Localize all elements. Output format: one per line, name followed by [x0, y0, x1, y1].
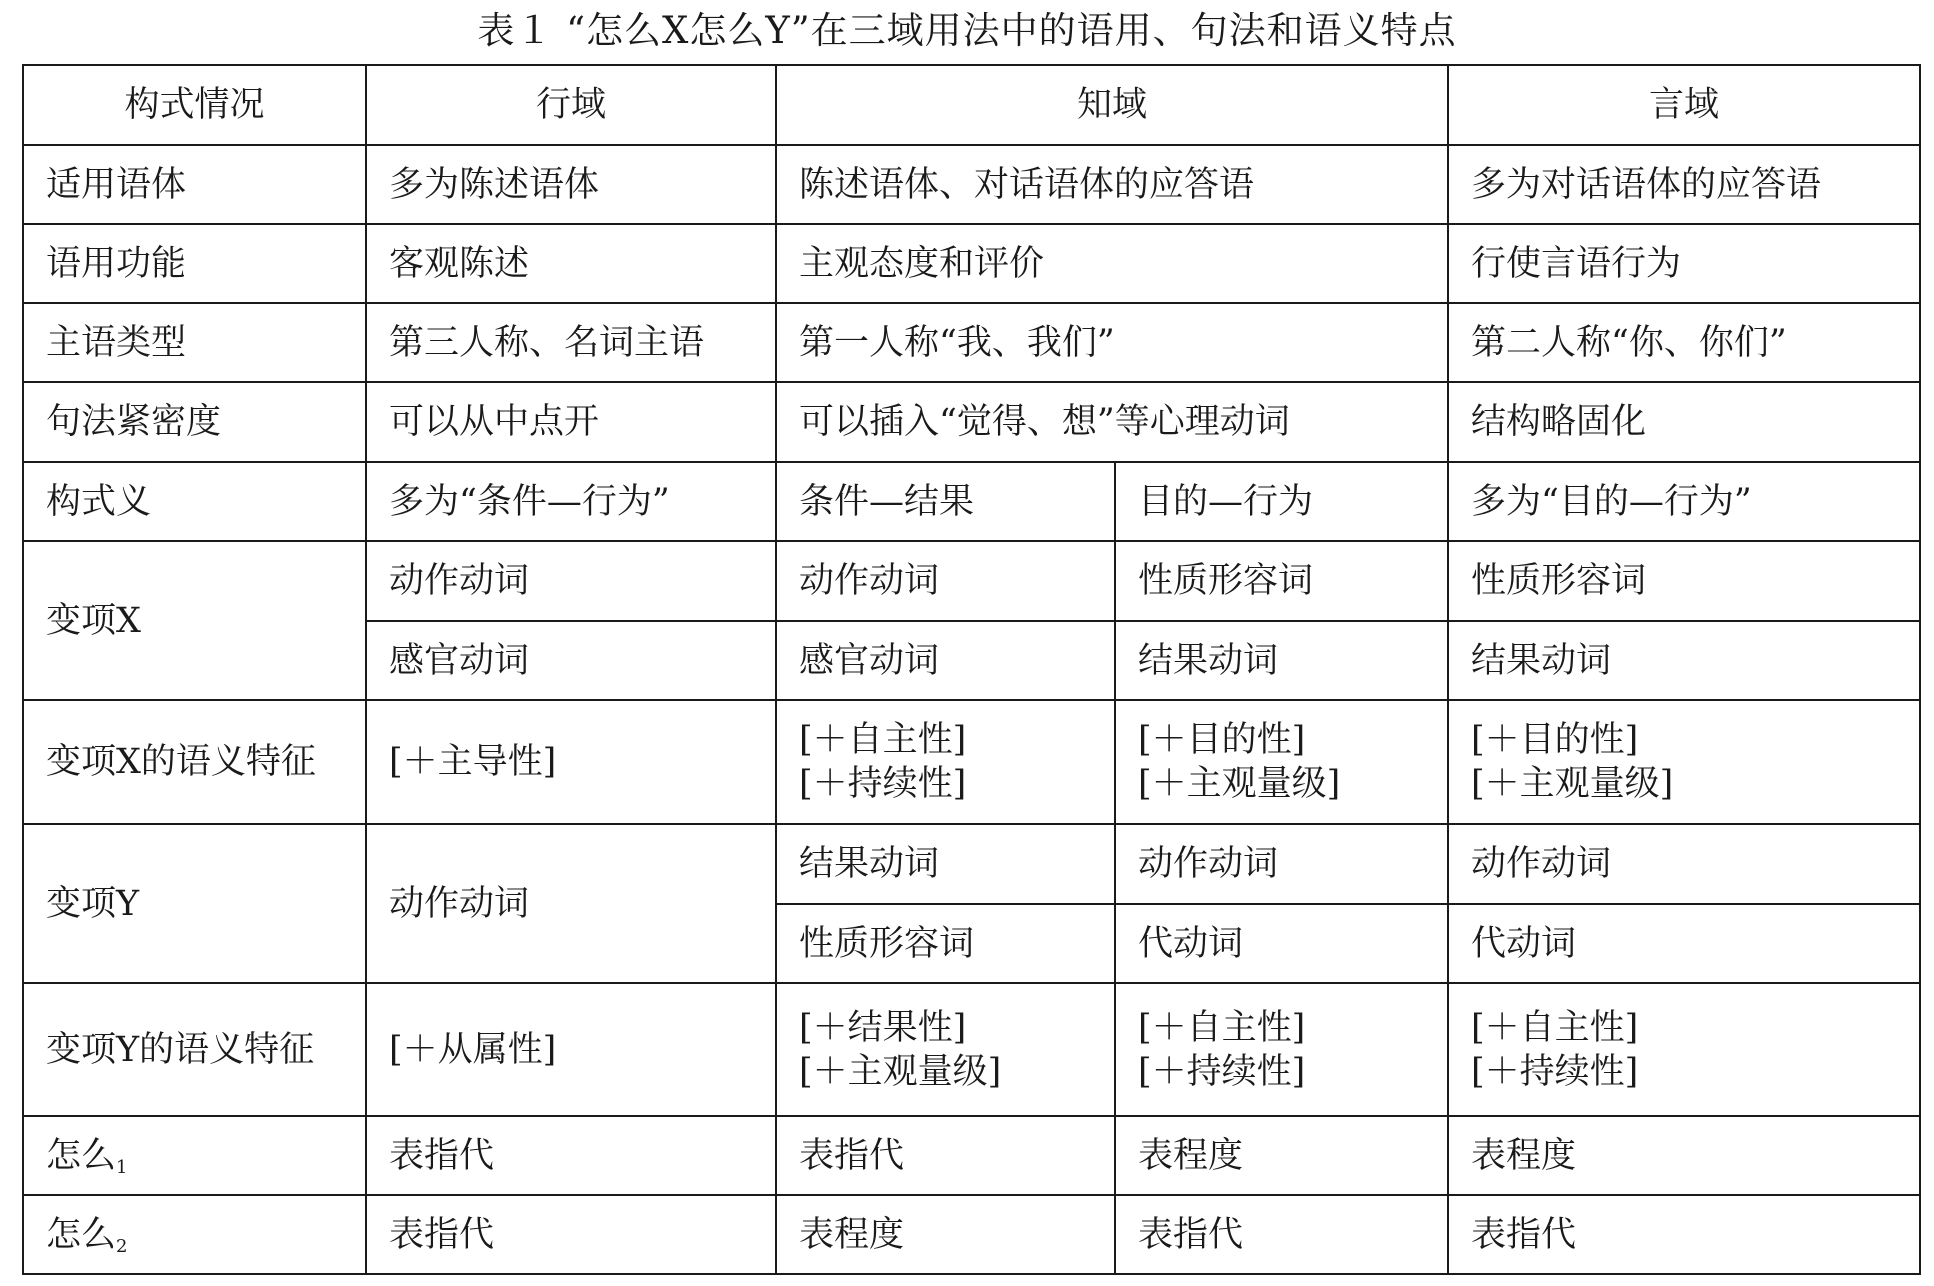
feature-line: [＋持续性]	[1471, 1051, 1639, 1092]
header-action-domain: 行域	[366, 65, 776, 145]
cell-speech	[1448, 700, 1920, 824]
cell-action: 表指代	[366, 1195, 776, 1274]
cell-speech: 第二人称“你、你们”	[1448, 303, 1920, 382]
cell-knowledge-b: 代动词	[1115, 904, 1448, 983]
row-label-text: 怎么	[46, 1214, 117, 1255]
table-row-var-y	[23, 824, 1920, 904]
cell-knowledge-a: 动作动词	[776, 541, 1115, 621]
feature-line: [＋持续性]	[799, 764, 967, 804]
cell-knowledge-b	[1115, 983, 1448, 1116]
feature-line: [＋主观量级]	[1138, 764, 1341, 804]
cell-knowledge: 主观态度和评价	[776, 224, 1448, 303]
cell-knowledge-a	[776, 983, 1115, 1116]
table-row-var-x	[23, 541, 1920, 621]
cell-speech: 多为“目的—行为”	[1448, 462, 1920, 541]
table-row-register	[23, 145, 1920, 224]
cell-knowledge-b: 性质形容词	[1115, 541, 1448, 621]
cell-knowledge-b: 结果动词	[1115, 621, 1448, 700]
table-row-subject	[23, 303, 1920, 382]
cell-speech: 代动词	[1448, 904, 1920, 983]
table-row-function	[23, 224, 1920, 303]
feature-line: [＋自主性]	[799, 720, 967, 760]
table-row-tightness	[23, 382, 1920, 462]
table-row-meaning	[23, 462, 1920, 541]
cell-speech: 表指代	[1448, 1195, 1920, 1274]
cell-speech: 多为对话语体的应答语	[1448, 145, 1920, 224]
cell-action: [＋从属性]	[366, 983, 776, 1116]
cell-knowledge-a: 性质形容词	[776, 904, 1115, 983]
row-label: 构式义	[23, 462, 366, 541]
cell-speech: 表程度	[1448, 1116, 1920, 1195]
cell-action: 表指代	[366, 1116, 776, 1195]
feature-line: [＋结果性]	[799, 1007, 967, 1048]
cell-speech: 结构略固化	[1448, 382, 1920, 462]
header-construction: 构式情况	[23, 65, 366, 145]
header-speech-domain: 言域	[1448, 65, 1920, 145]
cell-knowledge-a: 表程度	[776, 1195, 1115, 1274]
cell-knowledge: 第一人称“我、我们”	[776, 303, 1448, 382]
row-label: 变项Y	[23, 824, 366, 983]
cell-action: 客观陈述	[366, 224, 776, 303]
row-label: 句法紧密度	[23, 382, 366, 462]
cell-knowledge-a: 表指代	[776, 1116, 1115, 1195]
cell-knowledge-a	[776, 700, 1115, 824]
cell-knowledge: 可以插入“觉得、想”等心理动词	[776, 382, 1448, 462]
feature-line: [＋自主性]	[1471, 1007, 1639, 1048]
feature-line: [＋自主性]	[1138, 1007, 1306, 1048]
cell-speech: 性质形容词	[1448, 541, 1920, 621]
cell-knowledge-b: 目的—行为	[1115, 462, 1448, 541]
feature-line: [＋持续性]	[1138, 1051, 1306, 1092]
cell-knowledge-b	[1115, 700, 1448, 824]
cell-knowledge: 陈述语体、对话语体的应答语	[776, 145, 1448, 224]
feature-line: [＋目的性]	[1471, 720, 1639, 760]
table-row-zenme-2	[23, 1195, 1920, 1274]
row-label: 变项Y的语义特征	[23, 983, 366, 1116]
cell-knowledge-b: 动作动词	[1115, 824, 1448, 904]
feature-line: [＋主观量级]	[799, 1051, 1002, 1092]
cell-action: 可以从中点开	[366, 382, 776, 462]
feature-line: [＋主观量级]	[1471, 764, 1674, 804]
cell-knowledge-a: 感官动词	[776, 621, 1115, 700]
cell-action: 感官动词	[366, 621, 776, 700]
row-label: 语用功能	[23, 224, 366, 303]
row-label: 变项X的语义特征	[23, 700, 366, 824]
table-row-var-y-semantic	[23, 983, 1920, 1116]
cell-knowledge-a: 结果动词	[776, 824, 1115, 904]
row-label: 适用语体	[23, 145, 366, 224]
table-title: 表１ “怎么X怎么Y”在三域用法中的语用、句法和语义特点	[477, 9, 1457, 52]
cell-action: [＋主导性]	[366, 700, 776, 824]
row-label: 变项X	[23, 541, 366, 700]
cell-action: 第三人称、名词主语	[366, 303, 776, 382]
cell-speech: 动作动词	[1448, 824, 1920, 904]
cell-action: 动作动词	[366, 824, 776, 983]
cell-knowledge-b: 表程度	[1115, 1116, 1448, 1195]
cell-action: 动作动词	[366, 541, 776, 621]
cell-knowledge-a: 条件—结果	[776, 462, 1115, 541]
row-label: 主语类型	[23, 303, 366, 382]
row-label-subscript: 2	[116, 1235, 128, 1257]
row-label-text: 怎么	[46, 1135, 117, 1176]
cell-knowledge-b: 表指代	[1115, 1195, 1448, 1274]
cell-speech: 结果动词	[1448, 621, 1920, 700]
feature-line: [＋目的性]	[1138, 720, 1306, 760]
comparison-table	[22, 64, 1921, 1275]
row-label-subscript: 1	[116, 1156, 128, 1178]
table-row-var-x-semantic	[23, 700, 1920, 824]
table-row-zenme-1	[23, 1116, 1920, 1195]
row-label	[23, 1116, 366, 1195]
row-label	[23, 1195, 366, 1274]
header-knowledge-domain: 知域	[776, 65, 1448, 145]
cell-speech	[1448, 983, 1920, 1116]
table-header-row	[23, 65, 1920, 145]
cell-action: 多为陈述语体	[366, 145, 776, 224]
cell-action: 多为“条件—行为”	[366, 462, 776, 541]
cell-speech: 行使言语行为	[1448, 224, 1920, 303]
